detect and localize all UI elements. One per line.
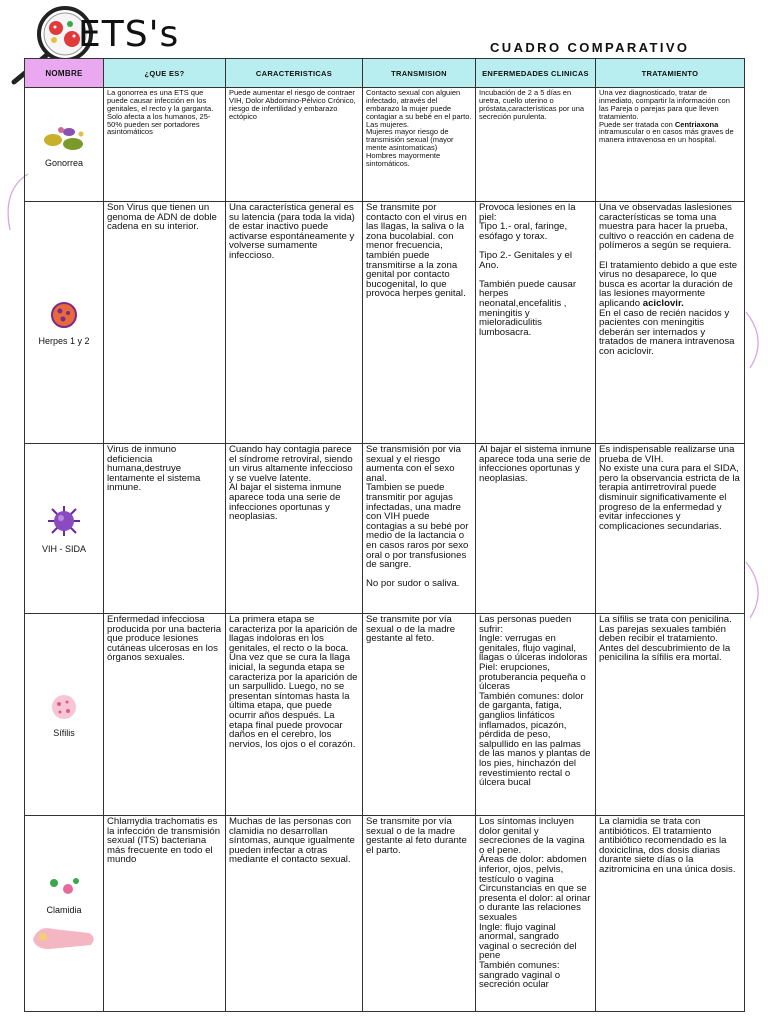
transmision-cell: Se transmisión por via sexual y el riesgo aumenta con el sexo anal. Tambien se puede transmitir por agujas infectadas, una madre con VIH puede contagias a su bebé por medio de la lactancia o en casos raros por sexo oral o por transfusiones de sangre. No por sudor o saliva. <box>363 444 476 614</box>
caracteristicas-cell: Puede aumentar el riesgo de contraer VIH, Dolor Abdomino-Pélvico Crónico, riesgo de infertilidad y embarazo ectópico <box>226 88 363 202</box>
transmision-cell: Se transmite por contacto con el virus en las llagas, la saliva o la zona bucolabial. con menor frecuencia, también puede transmitirse a la zona genital por contacto bucogenital, lo que provoca herpes genital. <box>363 202 476 444</box>
que-es-cell: Chlamydia trachomatis es la infección de transmisión sexual (ITS) bacteriana más frecuente en todo el mundo <box>104 816 226 1012</box>
column-header: ENFERMEDADES CLINICAS <box>476 59 596 88</box>
comparison-table <box>24 58 745 1012</box>
clinicas-cell: Provoca lesiones en la piel: Tipo 1.- oral, faringe, esófago y torax. Tipo 2.- Genitales y el Ano. También puede causar herpes neonatal,encefalitis , meningitis y mieloradiculitis lumbosacra. <box>476 202 596 444</box>
disease-name-cell <box>25 816 104 1012</box>
table-row <box>25 202 745 444</box>
clinicas-cell: Incubación de 2 a 5 días en uretra, cuello uterino o próstata,características por una secreción purulenta. <box>476 88 596 202</box>
tratamiento-cell <box>596 816 745 1012</box>
column-header: TRANSMISION <box>363 59 476 88</box>
table-row <box>25 88 745 202</box>
tratamiento-text: La sífilis se trata con penicilina. Las parejas sexuales también deben recibir el tratamiento. Antes del descubrimiento de la penicilina la sífilis era mortal. <box>599 614 732 664</box>
page-title: ETS's <box>78 14 180 55</box>
transmision-cell: Se transmite por vía sexual o de la madre gestante al feto durante el parto. <box>363 816 476 1012</box>
caracteristicas-cell: Cuando hay contagia parece el síndrome retroviral, siendo un virus altamente infeccioso y se vuelve latente. Al bajar el sistema inmune aparece toda una serie de infecciones oportunas y neoplasias. <box>226 444 363 614</box>
table-row <box>25 614 745 816</box>
table-row <box>25 444 745 614</box>
decorative-curve <box>744 560 768 620</box>
disease-name: Herpes 1 y 2 <box>38 335 90 346</box>
disease-name: Clamidia <box>46 904 82 915</box>
tratamiento-text: La clamidia se trata con antibióticos. El tratamiento antibiótico recomendado es la doxiciclina, dos dosis diarias durante siete días o la azitromicina en una única dosis. <box>599 816 736 875</box>
disease-name-cell <box>25 614 104 816</box>
tratamiento-bold-text: Centriaxona <box>674 119 719 129</box>
column-header: TRATAMIENTO <box>596 59 745 88</box>
disease-name-cell <box>25 444 104 614</box>
tratamiento-cell <box>596 202 745 444</box>
que-es-cell: Virus de inmuno deficiencia humana,destruye lentamente el sistema inmune. <box>104 444 226 614</box>
que-es-cell: Enfermedad infecciosa producida por una bacteria que produce lesiones cutáneas ulcerosas en los órganos sexuales. <box>104 614 226 816</box>
hiv-virus-icon <box>44 504 84 538</box>
tratamiento-text: Una ve observadas laslesiones características se toma una muestra para hacer la prueba, cultivo o reacción en cadena de polímeros a según se requiera. El tratamiento debido a que este virus no desaparece, lo que busca es acortar la duración de las lesiones mayormente aplicando <box>599 202 738 309</box>
column-header: ¿QUE ES? <box>104 59 226 88</box>
disease-name-cell <box>25 202 104 444</box>
column-header: CARACTERISTICAS <box>226 59 363 88</box>
column-header: NOMBRE <box>25 59 104 88</box>
clinicas-cell: Las personas pueden sufrir: Ingle: verrugas en genitales, flujo vaginal, llagas o úlceras indoloras Piel: erupciones, protuberancia pequeña o úlceras También comunes: dolor de garganta, fatiga, ganglios linfáticos inflamados, picazón, pérdida de peso, salpullido en las palmas de las manos y plantas de los pies, hinchazón del revestimiento rectal o úlcera bucal <box>476 614 596 816</box>
tratamiento-text: intramuscular o en casos más graves de manera intravenosa en un hospital. <box>599 127 734 145</box>
disease-name: Gonorrea <box>44 157 84 168</box>
clinicas-cell: Los síntomas incluyen dolor genital y secreciones de la vagina o el pene. Áreas de dolor: abdomen inferior, ojos, pelvis, testículo o vagina Circunstancias en que se presenta el dolor: al orinar o durante las relaciones sexuales Ingle: flujo vaginal anormal, sangrado vaginal o secreción del pene También comunes: sangrado vaginal o secreción ocular <box>476 816 596 1012</box>
caracteristicas-cell: Una característica general es su latencia (para toda la vida) de estar inactivo puede activarse espontáneamente y volverse sumamente infeccioso. <box>226 202 363 444</box>
tratamiento-cell <box>596 614 745 816</box>
que-es-cell: La gonorrea es una ETS que puede causar infección en los genitales, el recto y la garganta. Solo afecta a los humanos, 25-50% pueden ser portadores asintomáticos <box>104 88 226 202</box>
caracteristicas-cell: La primera etapa se caracteriza por la aparición de llagas indoloras en los genitales, el recto o la boca. Una vez que se cura la llaga inicial, la segunda etapa se caracteriza por la aparición de un sarpullido. Luego, no se presentan síntomas hasta la última etapa, que puede ocurrir años después. La etapa final puede provocar daños en el cerebro, los nervios, los ojos o el corazón. <box>226 614 363 816</box>
tratamiento-text: Es indispensable realizarse una prueba de VIH. No existe una cura para el SIDA, pero la observancia estricta de la terapia antirretroviral puede disminuir significativamente el progreso de la enfermedad y evitar infecciones y complicaciones secundarias. <box>599 444 740 532</box>
disease-name: VIH - SIDA <box>41 543 86 554</box>
tratamiento-cell <box>596 88 745 202</box>
table-row <box>25 816 745 1012</box>
transmision-cell: Se transmite por vía sexual o de la madre gestante al feto. <box>363 614 476 816</box>
table-header-row <box>25 59 745 88</box>
tratamiento-text: En el caso de recién nacidos y pacientes con meningitis deberán ser internados y tratados de manera intravenosa con aciclovir. <box>599 307 735 357</box>
transmision-cell: Contacto sexual con alguien infectado, através del embarazo la mujer puede contagiar a su bebé en el parto. Las mujeres. Mujeres mayor riesgo de transmisión sexual (mayor mente asintomaticas) Hombres mayormente sintomáticos. <box>363 88 476 202</box>
pink-hand-icon <box>29 919 99 953</box>
syphilis-bacteria-icon <box>46 692 82 722</box>
tratamiento-bold-text: aciclovir. <box>642 297 684 309</box>
caracteristicas-cell: Muchas de las personas con clamidia no desarrollan síntomas, aunque igualmente pueden infectar a otras mediante el contacto sexual. <box>226 816 363 1012</box>
chlamydia-bacteria-icon <box>44 875 84 899</box>
page-subtitle: CUADRO COMPARATIVO <box>490 40 690 55</box>
que-es-cell: Son Virus que tienen un genoma de ADN de doble cadena en su interior. <box>104 202 226 444</box>
herpes-virus-icon <box>49 300 79 330</box>
decorative-curve <box>744 310 768 370</box>
clinicas-cell: Al bajar el sistema inmune aparece toda una serie de infecciones oportunas y neoplasias. <box>476 444 596 614</box>
disease-name: Sífilis <box>53 727 75 738</box>
tratamiento-cell <box>596 444 745 614</box>
gonorrhea-bacteria-icon <box>39 122 89 152</box>
tratamiento-text: Una vez diagnosticado, tratar de inmediato, compartir la información con las Pareja o parejas para que lleven tratamiento. Puede ser tratada con <box>599 88 730 129</box>
disease-name-cell <box>25 88 104 202</box>
